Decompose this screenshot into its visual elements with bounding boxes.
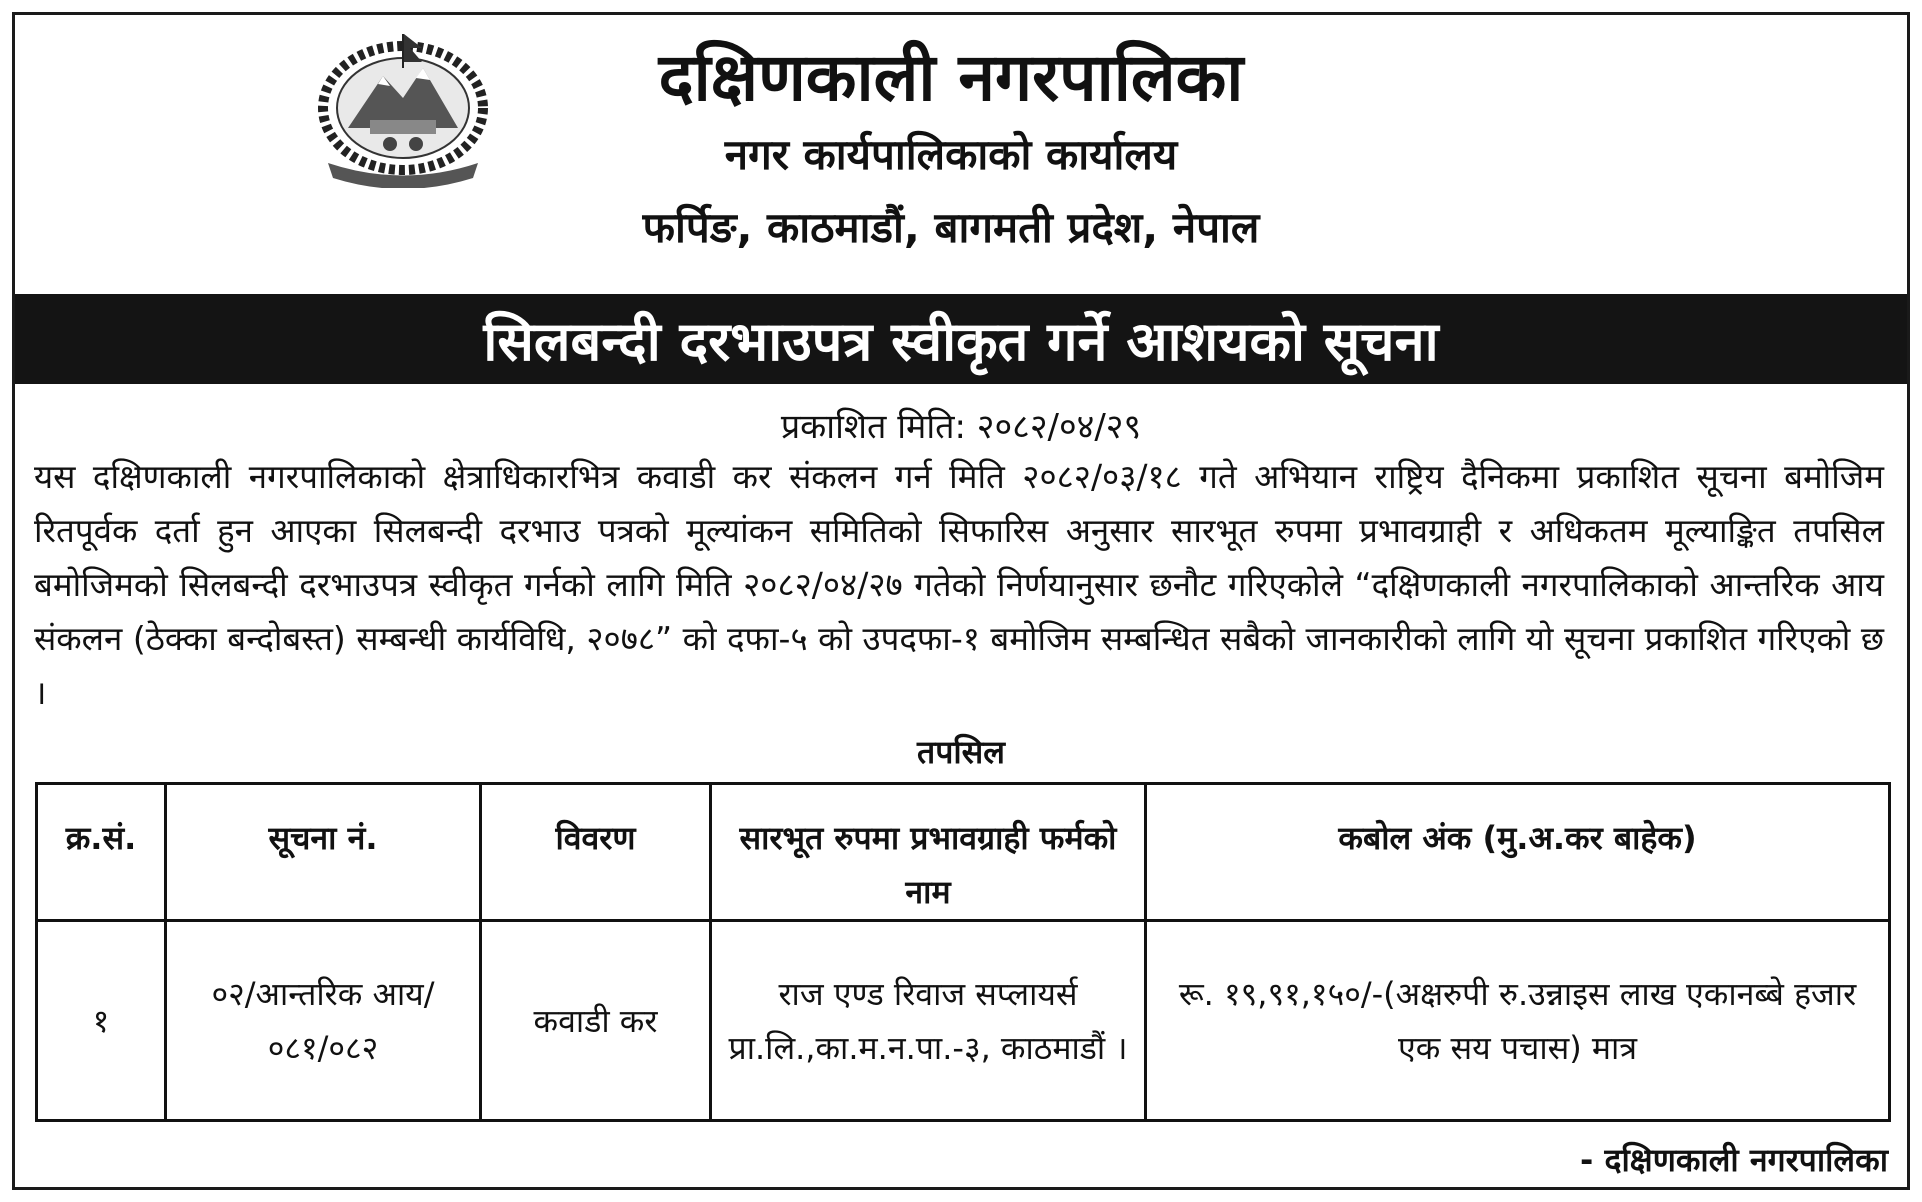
notice-title: सिलबन्दी दरभाउपत्र स्वीकृत गर्ने आशयको सूचना <box>483 310 1439 373</box>
cell-firm: राज एण्ड रिवाज सप्लायर्स प्रा.लि.,का.म.न.पा.-३, काठमाडौं । <box>711 921 1146 1121</box>
cell-sn: १ <box>37 921 166 1121</box>
table-header-row <box>37 784 1890 921</box>
header-notice-no: सूचना नं. <box>166 784 481 921</box>
published-date: प्रकाशित मिति: २०८२/०४/२९ <box>780 407 1142 447</box>
details-table <box>35 782 1891 1122</box>
cell-amount: रू. १९,९१,१५०/-(अक्षरुपी रु.उन्नाइस लाख एकानब्बे हजार एक सय पचास) मात्र <box>1146 921 1890 1121</box>
header-amount: कबोल अंक (मु.अ.कर बाहेक) <box>1146 784 1890 921</box>
office-address: फर्पिङ, काठमाडौं, बागमती प्रदेश, नेपाल <box>642 203 1260 252</box>
header-description: विवरण <box>481 784 711 921</box>
organization-name: दक्षिणकाली नगरपालिका <box>658 39 1244 116</box>
office-name: नगर कार्यपालिकाको कार्यालय <box>724 130 1178 179</box>
table-row <box>37 921 1890 1121</box>
cell-notice-no: ०२/आन्तरिक आय/०८१/०८२ <box>166 921 481 1121</box>
notice-body: यस दक्षिणकाली नगरपालिकाको क्षेत्राधिकारभित्र कवाडी कर संकलन गर्न मिति २०८२/०३/१८ गते अभियान राष्ट्रिय दैनिकमा प्रकाशित सूचना बमोजिम रितपूर्वक दर्ता हुन आएका सिलबन्दी दरभाउ पत्रको मूल्यांकन समितिको सिफारिस अनुसार सारभूत रुपमा प्रभावग्राही र अधिकतम मूल्याङ्कित तपसिल बमोजिमको सिलबन्दी दरभाउपत्र स्वीकृत गर्नको लागि मिति २०८२/०४/२७ गतेको निर्णयानुसार छनौट गरिएकोले “दक्षिणकाली नगरपालिकाको आन्तरिक आय संकलन (ठेक्का बन्दोबस्त) सम्बन्धी कार्यविधि, २०७८” को दफा-५ को उपदफा-१ बमोजिम सम्बन्धित सबैको जानकारीको लागि यो सूचना प्रकाशित गरिएको छ । <box>34 457 1884 712</box>
cell-description: कवाडी कर <box>481 921 711 1121</box>
header-firm: सारभूत रुपमा प्रभावग्राही फर्मको नाम <box>711 784 1146 921</box>
signoff: - दक्षिणकाली नगरपालिका <box>1580 1141 1888 1179</box>
details-heading: तपसिल <box>916 733 1006 771</box>
header-sn: क्र.सं. <box>37 784 166 921</box>
